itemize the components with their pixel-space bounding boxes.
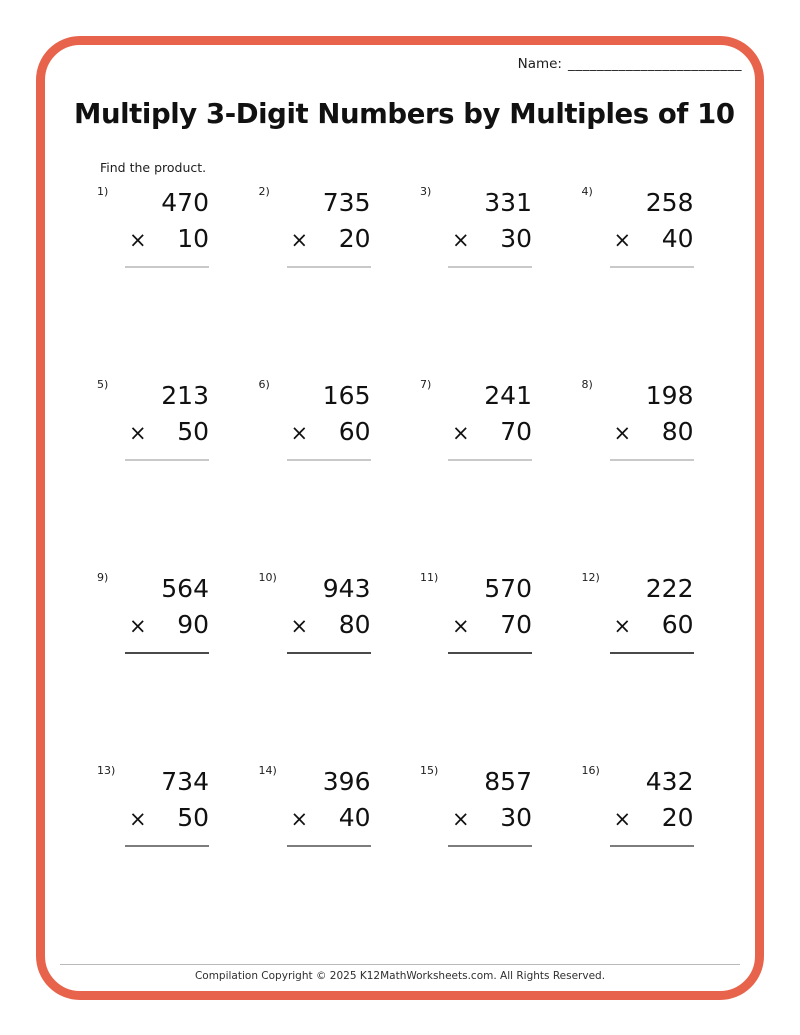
problems-grid <box>97 182 743 954</box>
answer-line <box>287 266 371 268</box>
multiplicand: 258 <box>645 188 694 217</box>
multiply-icon: × <box>290 807 309 831</box>
multiplier: 30 <box>500 224 532 253</box>
answer-line <box>125 652 209 654</box>
problem-11 <box>420 568 532 761</box>
multiplier: 70 <box>500 610 532 639</box>
multiply-icon: × <box>290 228 309 252</box>
problem-13 <box>97 761 209 954</box>
answer-line <box>610 266 694 268</box>
multiplicand: 222 <box>645 574 694 603</box>
multiply-icon: × <box>452 807 470 831</box>
multiply-icon: × <box>452 614 470 638</box>
problem-15 <box>420 761 532 954</box>
multiplier: 60 <box>338 417 371 446</box>
problem-number: 16) <box>581 764 600 777</box>
answer-line <box>287 845 371 847</box>
answer-line <box>610 459 694 461</box>
multiplier: 30 <box>500 803 532 832</box>
multiplicand: 331 <box>484 188 532 217</box>
multiply-icon: × <box>129 807 147 831</box>
multiplicand: 432 <box>645 767 694 796</box>
answer-line <box>287 652 371 654</box>
multiplier: 50 <box>177 417 209 446</box>
problem-10 <box>259 568 371 761</box>
problem-number: 10) <box>258 571 277 584</box>
multiplicand: 241 <box>484 381 532 410</box>
problem-2 <box>259 182 371 375</box>
problem-number: 2) <box>258 185 270 198</box>
multiplier: 60 <box>661 610 694 639</box>
multiply-icon: × <box>129 228 147 252</box>
multiply-icon: × <box>129 614 147 638</box>
multiplicand: 165 <box>322 381 371 410</box>
answer-line <box>610 845 694 847</box>
problem-4 <box>582 182 694 375</box>
multiplier: 80 <box>338 610 371 639</box>
name-fill-line: ________________________ <box>568 56 742 72</box>
problem-number: 3) <box>420 185 432 198</box>
problem-1 <box>97 182 209 375</box>
multiply-icon: × <box>452 228 470 252</box>
problem-number: 9) <box>97 571 109 584</box>
multiply-icon: × <box>290 614 309 638</box>
multiply-icon: × <box>613 807 632 831</box>
problem-12 <box>582 568 694 761</box>
multiplicand: 857 <box>484 767 532 796</box>
answer-line <box>287 459 371 461</box>
multiplicand: 734 <box>161 767 209 796</box>
problem-14 <box>259 761 371 954</box>
problem-number: 6) <box>258 378 270 391</box>
multiplier: 50 <box>177 803 209 832</box>
multiplicand: 570 <box>484 574 532 603</box>
multiplier: 90 <box>177 610 209 639</box>
problem-number: 7) <box>420 378 432 391</box>
problem-number: 4) <box>581 185 593 198</box>
problem-number: 11) <box>420 571 439 584</box>
multiplicand: 564 <box>161 574 209 603</box>
problem-6 <box>259 375 371 568</box>
problem-16 <box>582 761 694 954</box>
multiplier: 40 <box>661 224 694 253</box>
page-title: Multiply 3-Digit Numbers by Multiples of 10 <box>74 98 735 130</box>
multiplicand: 396 <box>322 767 371 796</box>
multiply-icon: × <box>613 228 632 252</box>
problem-3 <box>420 182 532 375</box>
multiply-icon: × <box>613 614 632 638</box>
multiplicand: 735 <box>322 188 371 217</box>
footer-divider <box>60 964 740 965</box>
answer-line <box>448 266 532 268</box>
answer-line <box>448 459 532 461</box>
multiplier: 40 <box>338 803 371 832</box>
problem-9 <box>97 568 209 761</box>
problem-5 <box>97 375 209 568</box>
multiplicand: 198 <box>645 381 694 410</box>
multiply-icon: × <box>452 421 470 445</box>
answer-line <box>125 266 209 268</box>
multiplicand: 213 <box>161 381 209 410</box>
problem-number: 13) <box>97 764 116 777</box>
multiply-icon: × <box>290 421 309 445</box>
multiplier: 70 <box>500 417 532 446</box>
problem-number: 15) <box>420 764 439 777</box>
problem-8 <box>582 375 694 568</box>
name-label: Name: <box>517 56 562 72</box>
answer-line <box>448 652 532 654</box>
instruction-text: Find the product. <box>100 160 207 175</box>
problem-number: 14) <box>258 764 277 777</box>
answer-line <box>125 845 209 847</box>
multiplier: 20 <box>338 224 371 253</box>
answer-line <box>448 845 532 847</box>
name-row <box>518 56 742 72</box>
answer-line <box>610 652 694 654</box>
problem-number: 12) <box>581 571 600 584</box>
problem-number: 1) <box>97 185 109 198</box>
multiply-icon: × <box>613 421 632 445</box>
multiplier: 80 <box>661 417 694 446</box>
problem-number: 8) <box>581 378 593 391</box>
multiplicand: 470 <box>161 188 209 217</box>
multiplier: 10 <box>177 224 209 253</box>
answer-line <box>125 459 209 461</box>
multiplier: 20 <box>661 803 694 832</box>
multiply-icon: × <box>129 421 147 445</box>
multiplicand: 943 <box>322 574 371 603</box>
problem-number: 5) <box>97 378 109 391</box>
problem-7 <box>420 375 532 568</box>
copyright-text: Compilation Copyright © 2025 K12MathWorksheets.com. All Rights Reserved. <box>194 970 606 982</box>
